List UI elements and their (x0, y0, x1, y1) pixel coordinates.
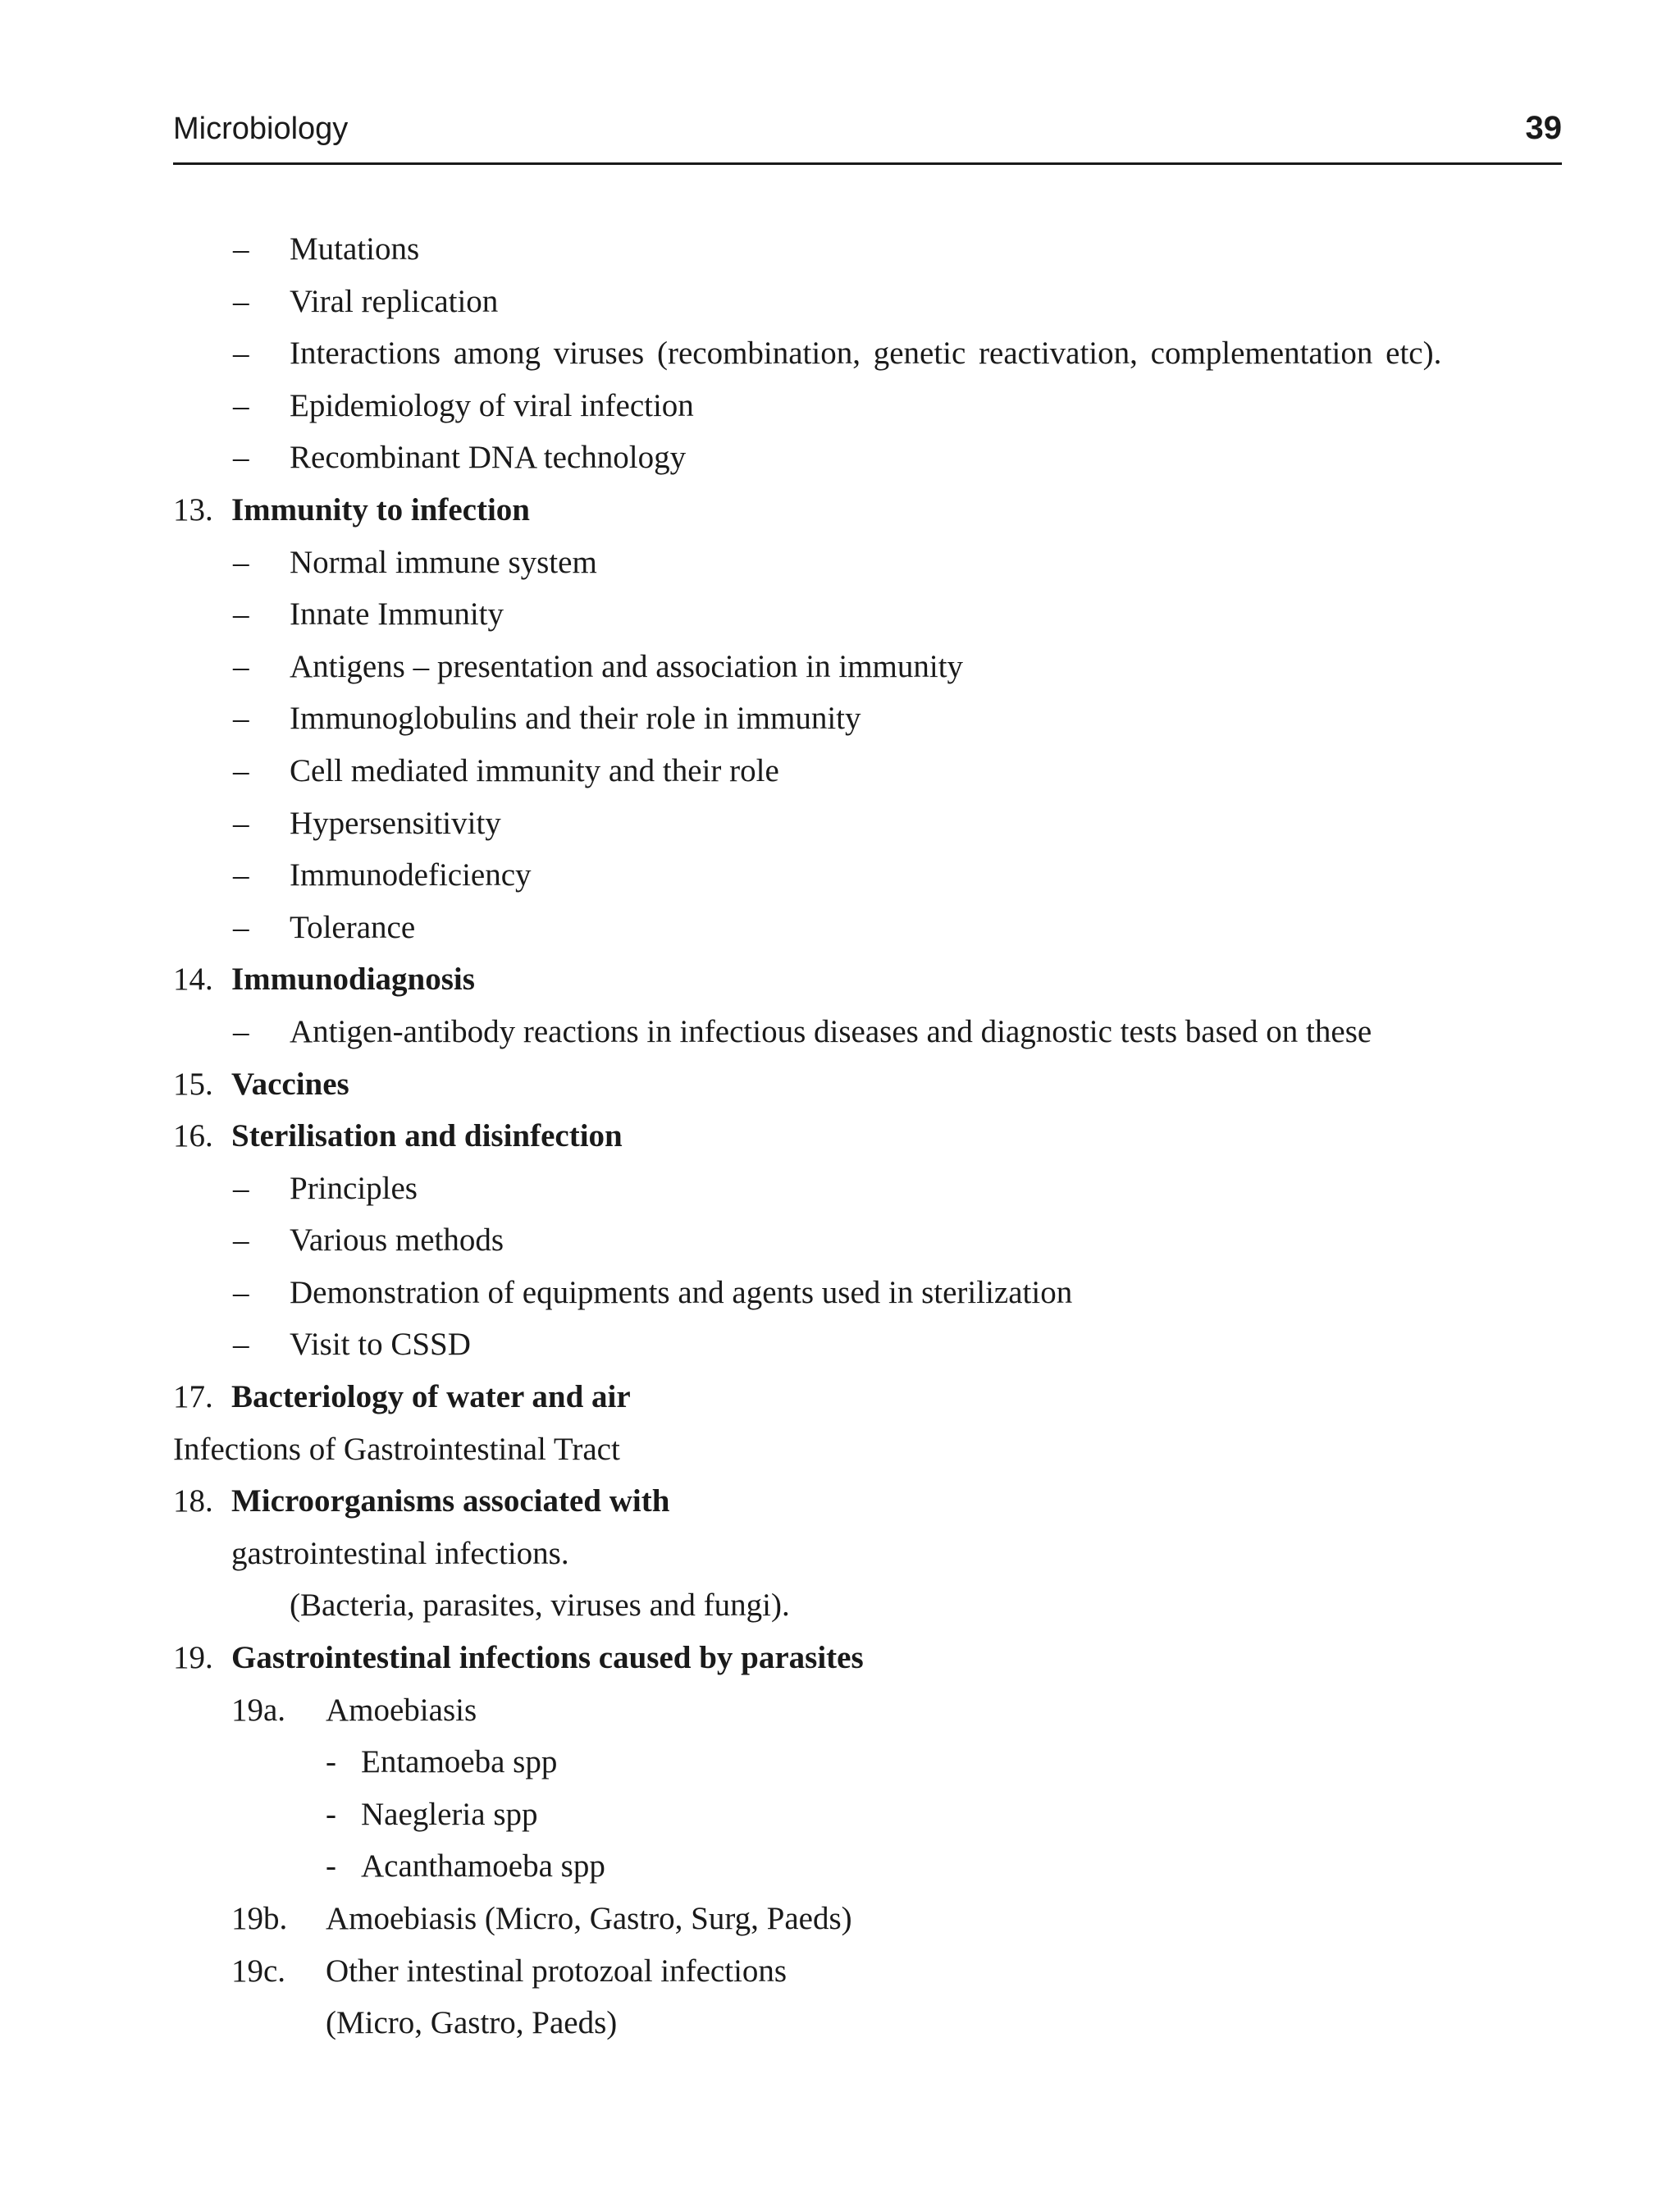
section-title: Bacteriology of water and air (231, 1379, 631, 1415)
item-text: Other intestinal protozoal infections (326, 1953, 788, 1989)
hyphen-bullet: - (326, 1848, 336, 1884)
dash-bullet: – (233, 596, 249, 633)
item-text: Hypersensitivity (290, 805, 501, 841)
section-heading (173, 1110, 1562, 1163)
section-heading (173, 1058, 1562, 1111)
subheading-text: Infections of Gastrointestinal Tract (173, 1431, 620, 1467)
item-text: Antigen-antibody reactions in infectious diseases and diagnostic tests based on these (290, 1013, 1372, 1049)
section-title: Immunity to infection (231, 491, 530, 528)
list-item (173, 380, 1562, 432)
continuation-line (173, 1997, 1562, 2049)
subsection-number: 19a. (231, 1692, 286, 1728)
item-text: Various methods (290, 1222, 504, 1259)
section-number: 17. (173, 1379, 213, 1415)
item-text: Innate Immunity (290, 596, 504, 633)
dash-bullet: – (233, 1170, 249, 1206)
hyphen-bullet: - (326, 1744, 336, 1780)
item-text: Mutations (290, 231, 420, 267)
dash-bullet: – (233, 387, 249, 423)
subsection-number: 19c. (231, 1953, 286, 1989)
list-item (173, 1214, 1562, 1267)
section-title: Microorganisms associated with (231, 1483, 670, 1519)
section-number: 13. (173, 491, 213, 528)
dash-bullet: – (233, 805, 249, 841)
item-text: Recombinant DNA technology (290, 440, 687, 476)
list-item (173, 588, 1562, 641)
continuation-line (173, 1528, 1562, 1580)
section-heading (173, 484, 1562, 537)
list-item (173, 1006, 1562, 1058)
item-text: (Micro, Gastro, Paeds) (326, 2005, 618, 2041)
list-item (173, 537, 1562, 589)
subsection-number: 19b. (231, 1901, 288, 1936)
item-text: Immunodeficiency (290, 857, 532, 893)
item-text: Tolerance (290, 909, 416, 945)
section-heading (173, 1632, 1562, 1684)
section-number: 18. (173, 1483, 213, 1519)
dash-bullet: – (233, 857, 249, 893)
item-text: Immunoglobulins and their role in immunity (290, 701, 861, 737)
list-item (173, 797, 1562, 850)
section-title: Sterilisation and disinfection (231, 1118, 623, 1154)
section-title: Immunodiagnosis (231, 962, 475, 998)
list-item (173, 1318, 1562, 1371)
subsection-item (173, 1945, 1562, 1998)
item-text: Naegleria spp (361, 1796, 538, 1832)
item-text: gastrointestinal infections. (231, 1535, 569, 1571)
syllabus-content (173, 223, 1562, 2049)
dash-bullet: – (233, 231, 249, 267)
item-text: Viral replication (290, 283, 499, 319)
list-item (173, 745, 1562, 797)
running-title: Microbiology (173, 112, 349, 146)
dash-bullet: – (233, 1274, 249, 1310)
list-item (173, 849, 1562, 902)
dash-bullet: – (233, 283, 249, 319)
item-text: Cell mediated immunity and their role (290, 752, 779, 788)
list-item (173, 1736, 1562, 1789)
page-number: 39 (1525, 110, 1562, 146)
list-item (173, 692, 1562, 745)
section-heading (173, 1475, 1562, 1528)
list-item (173, 902, 1562, 954)
list-item (173, 223, 1562, 276)
dash-bullet: – (233, 701, 249, 737)
section-title: Vaccines (231, 1066, 349, 1102)
subsection-item (173, 1684, 1562, 1737)
hyphen-bullet: - (326, 1796, 336, 1832)
item-text: Acanthamoeba spp (361, 1848, 605, 1884)
dash-bullet: – (233, 909, 249, 945)
list-item (173, 1789, 1562, 1841)
item-text: Entamoeba spp (361, 1744, 558, 1780)
item-text: Antigens – presentation and association in immunity (290, 648, 964, 684)
list-item (173, 276, 1562, 328)
dash-bullet: – (233, 752, 249, 788)
continuation-line (173, 1579, 1562, 1632)
section-heading (173, 1371, 1562, 1423)
list-item (173, 327, 1562, 380)
subsection-item (173, 1893, 1562, 1945)
list-item (173, 432, 1562, 484)
section-number: 14. (173, 962, 213, 998)
item-text: Epidemiology of viral infection (290, 387, 694, 423)
item-text: Visit to CSSD (290, 1327, 471, 1363)
section-number: 19. (173, 1640, 213, 1676)
item-text: Amoebiasis (Micro, Gastro, Surg, Paeds) (326, 1901, 852, 1936)
item-text: Demonstration of equipments and agents used in sterilization (290, 1274, 1073, 1310)
list-item (173, 641, 1562, 693)
dash-bullet: – (233, 648, 249, 684)
item-text: Interactions among viruses (recombination, genetic reactivation, complementation etc). (290, 336, 1442, 372)
dash-bullet: – (233, 1222, 249, 1259)
list-item (173, 1840, 1562, 1893)
item-text: (Bacteria, parasites, viruses and fungi). (290, 1588, 790, 1624)
list-item (173, 1267, 1562, 1319)
dash-bullet: – (233, 1327, 249, 1363)
item-text: Amoebiasis (326, 1692, 477, 1728)
section-number: 15. (173, 1066, 213, 1102)
item-text: Normal immune system (290, 544, 597, 580)
dash-bullet: – (233, 544, 249, 580)
dash-bullet: – (233, 336, 249, 372)
dash-bullet: – (233, 1013, 249, 1049)
page-header (173, 107, 1562, 165)
item-text: Principles (290, 1170, 418, 1206)
section-title: Gastrointestinal infections caused by parasites (231, 1640, 864, 1676)
subheading (173, 1423, 1562, 1476)
section-number: 16. (173, 1118, 213, 1154)
section-heading (173, 953, 1562, 1006)
dash-bullet: – (233, 440, 249, 476)
list-item (173, 1163, 1562, 1215)
